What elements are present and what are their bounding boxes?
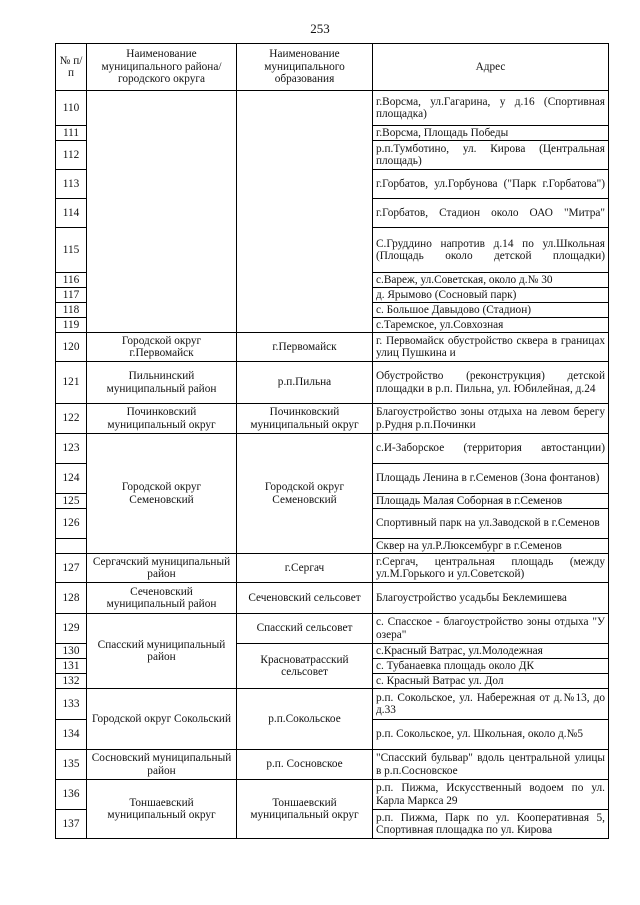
municipality-cell: Починковский муниципальный округ [237,404,373,434]
row-number: 117 [56,288,87,303]
address-cell: Благоустройство усадьбы Беклемишева [373,583,609,614]
district-cell: Пильнинский муниципальный район [87,362,237,404]
address-cell: с.Вареж, ул.Советская, около д.№ 30 [373,273,609,288]
row-number: 136 [56,780,87,810]
municipality-cell: р.п. Сосновское [237,750,373,780]
district-cell: Сергачский муниципальный район [87,554,237,583]
row-number: 123 [56,434,87,464]
address-cell: г.Ворсма, ул.Гагарина, у д.16 (Спортивная площадка) [373,91,609,126]
district-cell: Спасский муниципальный район [87,614,237,689]
row-number: 128 [56,583,87,614]
table-row [56,404,609,434]
district-cell: Починковский муниципальный округ [87,404,237,434]
address-cell: с.Таремское, ул.Совхозная [373,318,609,333]
table-row [56,91,609,126]
address-cell: р.п. Пижма, Искусственный водоем по ул. Карла Маркса 29 [373,780,609,810]
municipality-cell: г.Первомайск [237,333,373,362]
row-number: 127 [56,554,87,583]
address-cell: с. Спасское - благоустройство зоны отдыха "У озера" [373,614,609,644]
address-cell: Площадь Ленина в г.Семенов (Зона фонтанов) [373,464,609,494]
row-number: 134 [56,720,87,750]
address-cell: р.п. Пижма, Парк по ул. Кооперативная 5, Спортивная площадка по ул. Кирова [373,810,609,839]
row-number: 121 [56,362,87,404]
row-number [56,539,87,554]
district-cell: Городской округ Семеновский [87,434,237,554]
table-row [56,689,609,720]
address-cell: г.Ворсма, Площадь Победы [373,126,609,141]
row-number: 113 [56,170,87,199]
address-cell: с.Красный Ватрас, ул.Молодежная [373,644,609,659]
row-number: 120 [56,333,87,362]
address-cell: р.п.Тумботино, ул. Кирова (Центральная площадь) [373,141,609,170]
district-cell: Городской округ г.Первомайск [87,333,237,362]
address-cell: с.И-Заборское (территория автостанции) [373,434,609,464]
row-number: 135 [56,750,87,780]
municipality-cell [237,91,373,333]
address-cell: Сквер на ул.Р.Люксембург в г.Семенов [373,539,609,554]
address-cell: р.п. Сокольское, ул. Школьная, около д.№5 [373,720,609,750]
address-cell: с. Большое Давыдово (Стадион) [373,303,609,318]
table-row [56,333,609,362]
row-number: 122 [56,404,87,434]
municipality-cell: Красноватрасский сельсовет [237,644,373,689]
table-row [56,434,609,464]
header-address: Адрес [373,44,609,91]
row-number: 114 [56,199,87,228]
row-number: 132 [56,674,87,689]
municipality-cell: г.Сергач [237,554,373,583]
municipality-cell: Сеченовский сельсовет [237,583,373,614]
table-row [56,554,609,583]
table-row [56,780,609,810]
row-number: 137 [56,810,87,839]
table-row [56,583,609,614]
address-cell: Обустройство (реконструкция) детской площадки в р.п. Пильна, ул. Юбилейная, д.24 [373,362,609,404]
row-number: 124 [56,464,87,494]
address-cell: "Спасский бульвар" вдоль центральной улицы в р.п.Сосновское [373,750,609,780]
row-number: 112 [56,141,87,170]
row-number: 110 [56,91,87,126]
district-cell: Тоншаевский муниципальный округ [87,780,237,839]
row-number: 115 [56,228,87,273]
row-number: 130 [56,644,87,659]
address-cell: Благоустройство зоны отдыха на левом берегу р.Рудня р.п.Починки [373,404,609,434]
row-number: 133 [56,689,87,720]
header-num: № п/п [56,44,87,91]
table-body [56,91,609,839]
municipality-cell: р.п.Пильна [237,362,373,404]
header-municipality: Наименование муниципального образования [237,44,373,91]
municipality-cell: Городской округ Семеновский [237,434,373,554]
row-number: 125 [56,494,87,509]
header-district: Наименование муниципального района/ городского округа [87,44,237,91]
table-row [56,362,609,404]
municipality-cell: р.п.Сокольское [237,689,373,750]
row-number: 116 [56,273,87,288]
address-cell: г. Первомайск обустройство сквера в границах улиц Пушкина и [373,333,609,362]
address-cell: с. Тубанаевка площадь около ДК [373,659,609,674]
table-header-row [56,44,609,91]
district-cell [87,91,237,333]
address-cell: с. Красный Ватрас ул. Дол [373,674,609,689]
row-number: 129 [56,614,87,644]
table-row [56,750,609,780]
row-number: 118 [56,303,87,318]
address-cell: г.Горбатов, Стадион около ОАО "Митра" [373,199,609,228]
address-cell: Спортивный парк на ул.Заводской в г.Семенов [373,509,609,539]
municipality-cell: Спасский сельсовет [237,614,373,644]
district-cell: Городской округ Сокольский [87,689,237,750]
row-number: 111 [56,126,87,141]
municipality-cell: Тоншаевский муниципальный округ [237,780,373,839]
page-number: 253 [310,21,330,36]
table-row [56,614,609,644]
address-cell: г.Сергач, центральная площадь (между ул.М.Горького и ул.Советской) [373,554,609,583]
district-cell: Сосновский муниципальный район [87,750,237,780]
row-number: 126 [56,509,87,539]
address-cell: Площадь Малая Соборная в г.Семенов [373,494,609,509]
address-table [55,43,609,839]
address-cell: р.п. Сокольское, ул. Набережная от д.№13, до д.33 [373,689,609,720]
row-number: 131 [56,659,87,674]
row-number: 119 [56,318,87,333]
district-cell: Сеченовский муниципальный район [87,583,237,614]
address-cell: г.Горбатов, ул.Горбунова ("Парк г.Горбатова") [373,170,609,199]
address-cell: д. Ярымово (Сосновый парк) [373,288,609,303]
address-cell: С.Груддино напротив д.14 по ул.Школьная (Площадь около детской площадки) [373,228,609,273]
